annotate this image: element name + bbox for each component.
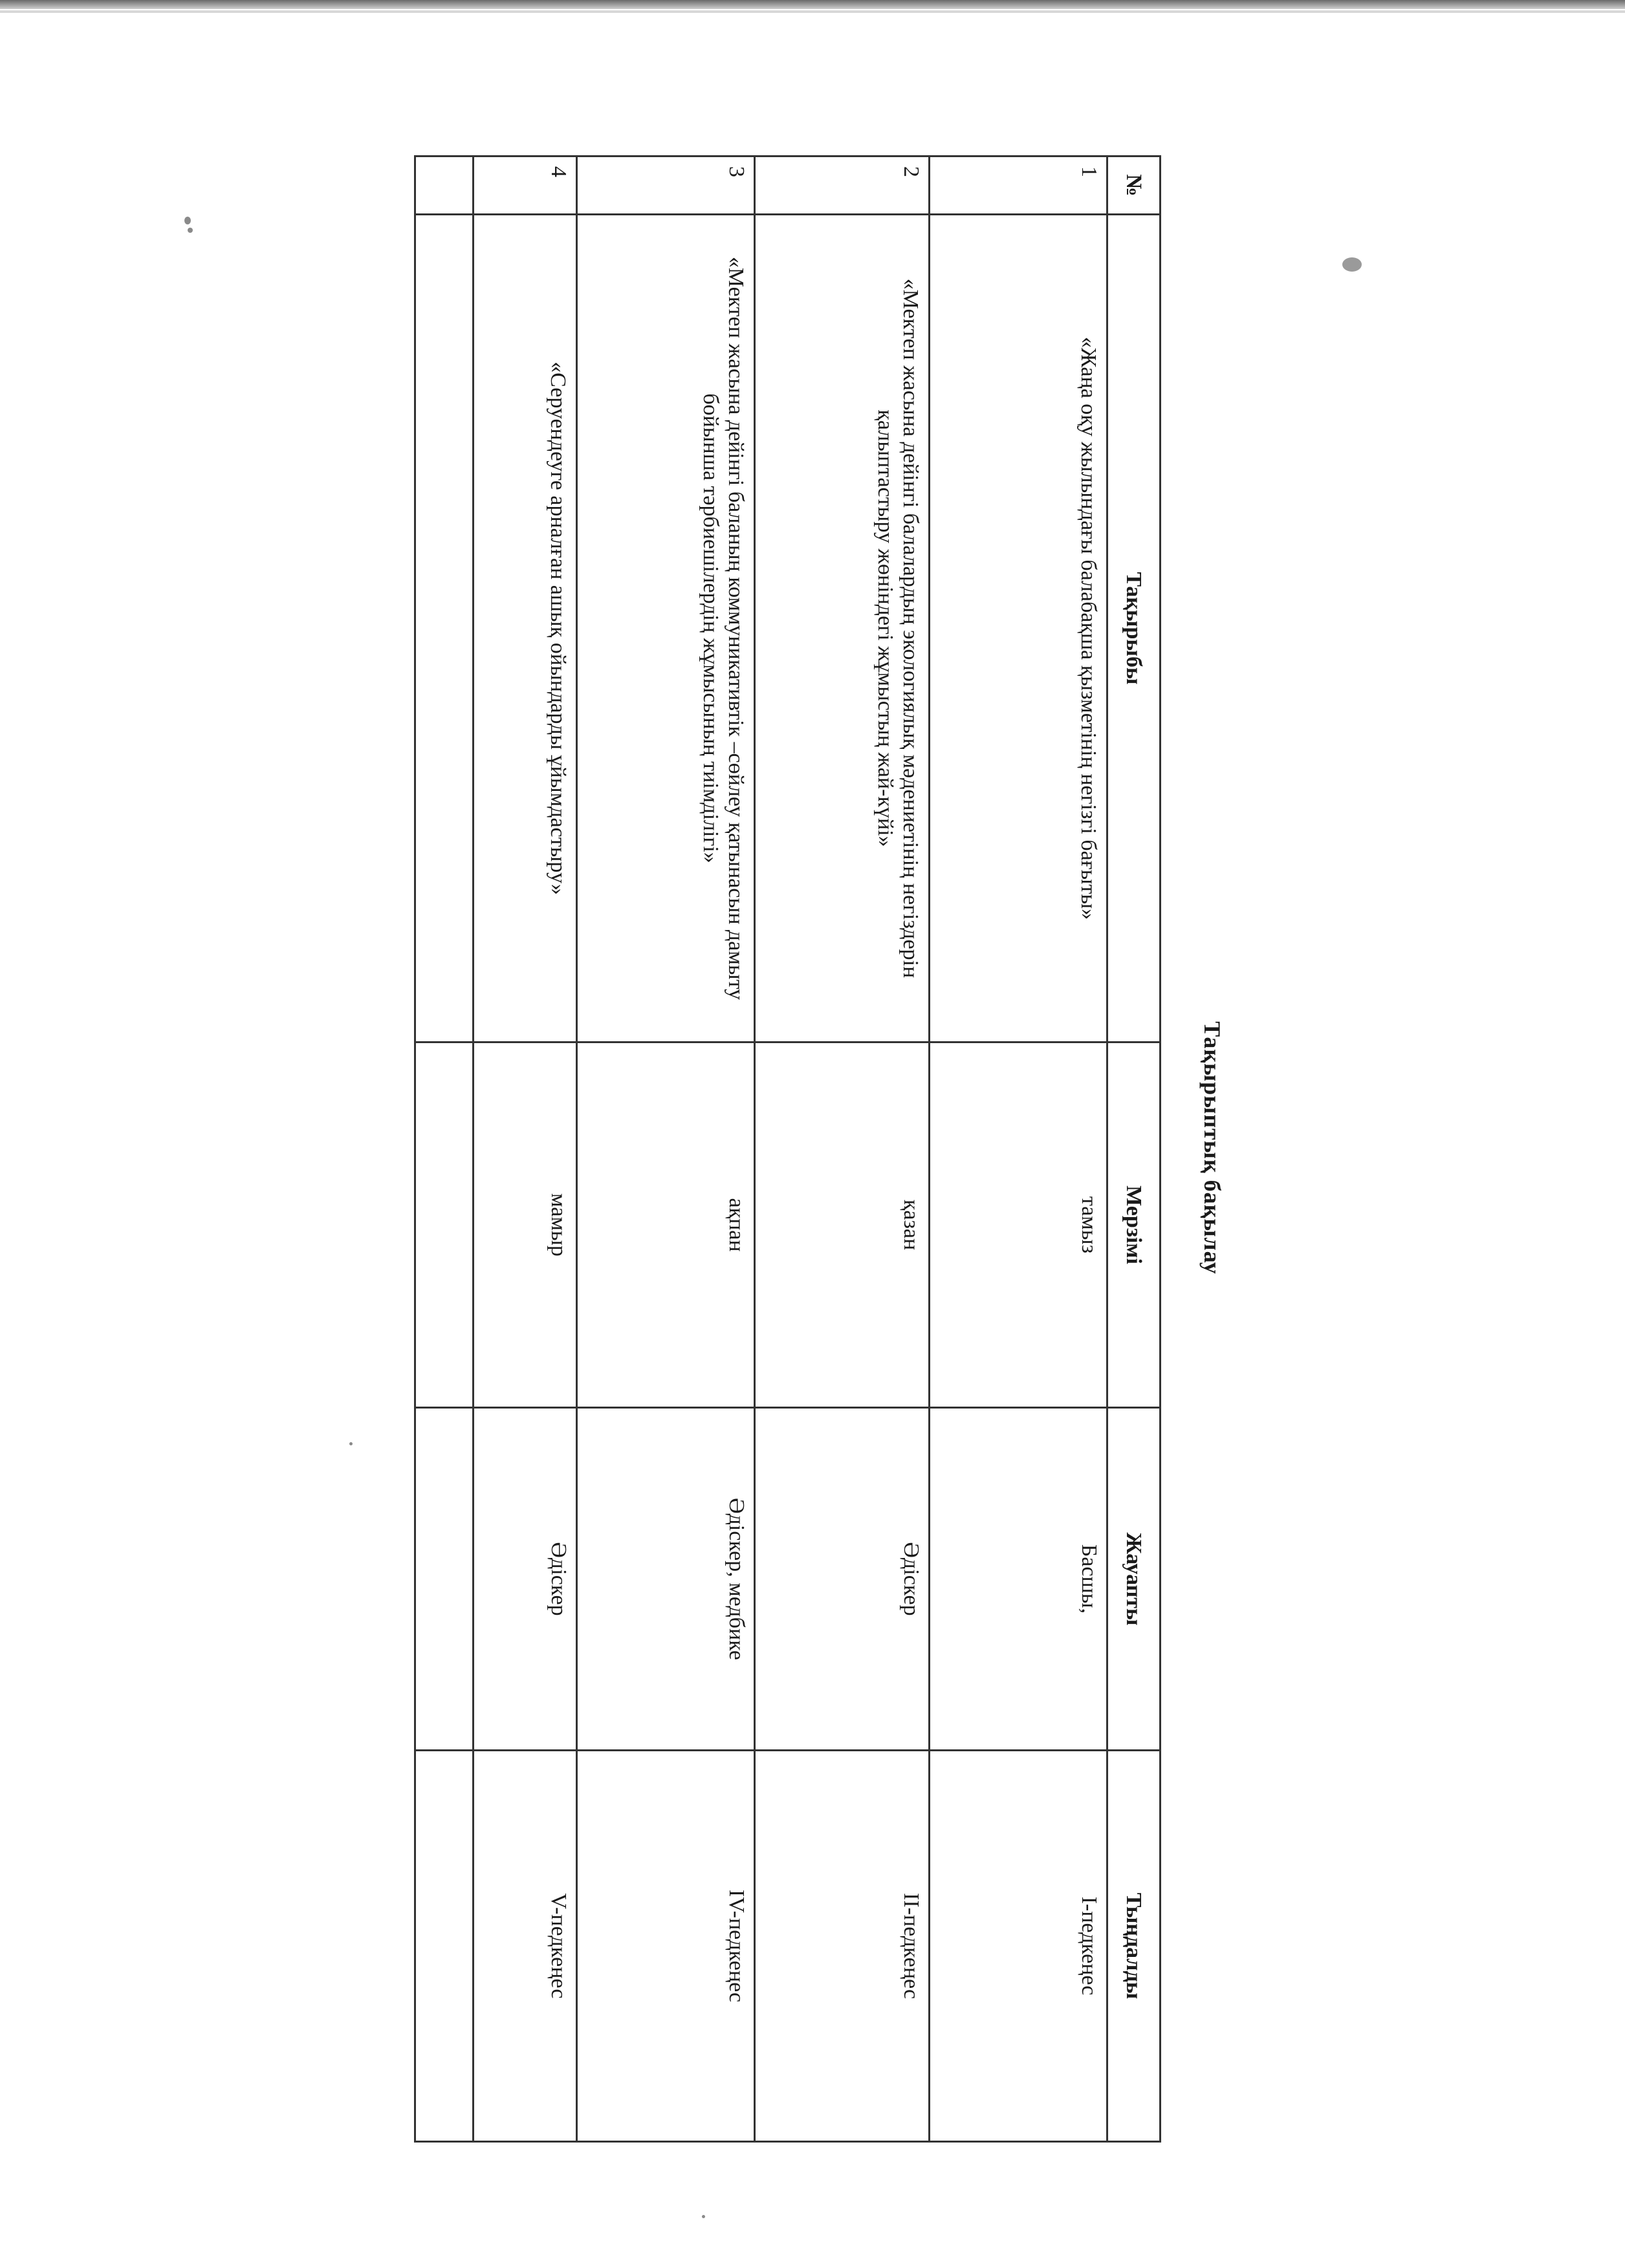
- empty-cell: [415, 215, 474, 1042]
- row-number: 2: [755, 157, 930, 215]
- empty-cell: [415, 1042, 474, 1408]
- thematic-control-table: [414, 155, 1161, 2143]
- row-topic: «Серуендеуге арналған ашық ойындарды ұйымдастыру»: [474, 215, 577, 1042]
- row-topic: «Жаңа оқу жылындағы балабақша қызметінің негізгі бағыты»: [930, 215, 1107, 1042]
- table-row-empty: [415, 157, 474, 2142]
- table-row: [474, 157, 577, 2142]
- table-row: [930, 157, 1107, 2142]
- row-heard: ІІ-педкеңес: [755, 1751, 930, 2142]
- empty-cell: [415, 157, 474, 215]
- scan-speck: [184, 217, 191, 224]
- table-row: [755, 157, 930, 2142]
- row-responsible: Әдіскер, медбике: [577, 1408, 755, 1751]
- scan-speck: [188, 228, 193, 233]
- row-date: мамыр: [474, 1042, 577, 1408]
- row-number: 3: [577, 157, 755, 215]
- scan-speck: [349, 1442, 353, 1445]
- header-number: №: [1107, 157, 1161, 215]
- header-heard: Тыңдалды: [1107, 1751, 1161, 2142]
- row-date: ақпан: [577, 1042, 755, 1408]
- row-date: тамыз: [930, 1042, 1107, 1408]
- row-number: 1: [930, 157, 1107, 215]
- row-topic: «Мектеп жасына дейінгі балалардың экологиялық мәдениетінің негіздерін қалыптастыру жөніндегі жұмыстың жай-күйі»: [755, 215, 930, 1042]
- scan-edge-shadow: [0, 0, 1625, 9]
- rotated-document-page: [501, 155, 1226, 2141]
- row-heard: V-педкеңес: [474, 1751, 577, 2142]
- table-row: [577, 157, 755, 2142]
- scan-speck: [702, 2215, 705, 2218]
- row-heard: ІV-педкеңес: [577, 1751, 755, 2142]
- header-responsible: Жауапты: [1107, 1408, 1161, 1751]
- header-topic: Тақырыбы: [1107, 215, 1161, 1042]
- row-topic: «Мектеп жасына дейінгі баланың коммуникативтік –сөйлеу қатынасын дамыту бойынша тәрбиешілердің жұмысының тиімділігі»: [577, 215, 755, 1042]
- row-heard: І-педкеңес: [930, 1751, 1107, 2142]
- empty-cell: [415, 1751, 474, 2142]
- row-date: қазан: [755, 1042, 930, 1408]
- row-responsible: Әдіскер: [755, 1408, 930, 1751]
- header-date: Мерзімі: [1107, 1042, 1161, 1408]
- row-responsible: Басшы,: [930, 1408, 1107, 1751]
- row-number: 4: [474, 157, 577, 215]
- table-header-row: [1107, 157, 1161, 2142]
- row-responsible: Әдіскер: [474, 1408, 577, 1751]
- scan-edge-line: [0, 10, 1625, 13]
- scan-speck: [1342, 257, 1362, 272]
- document-title: Тақырыптық бақылау: [1199, 1021, 1225, 1275]
- empty-cell: [415, 1408, 474, 1751]
